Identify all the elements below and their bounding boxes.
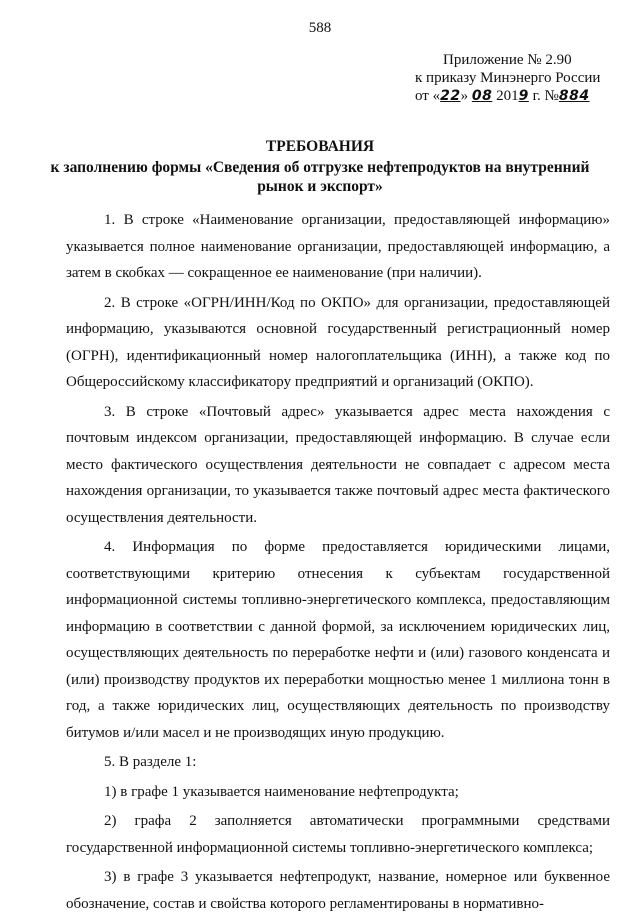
appendix-title: Приложение № 2.90 (443, 52, 572, 68)
document-title (40, 137, 600, 196)
order-number: 884 (558, 88, 590, 104)
appendix-block (415, 51, 630, 105)
date-mid1: » (460, 88, 472, 104)
paragraph: 3. В строке «Почтовый адрес» указывается адрес места нахождения с почтовым индексом организации, предоставляющей информацию. В случае если место фактического осуществления деятельности не совпадает с адресом места нахождения организации, то указывается также почтовый адрес места фактического осуществления деятельности. (66, 403, 610, 526)
document-body (66, 207, 610, 920)
date-mid2: 201 (492, 88, 519, 104)
date-year-digit: 9 (518, 88, 529, 104)
paragraph: 3) в графе 3 указывается нефтепродукт, название, номерное или буквенное обозначение, состав и свойства которого регламентированы в нормативно- (66, 869, 610, 912)
date-day: 22 (440, 88, 461, 104)
paragraph: 5. В разделе 1: (104, 754, 197, 770)
date-mid3: г. № (528, 88, 559, 104)
paragraph: 4. Информация по форме предоставляется юридическими лицами, соответствующими критерию отнесения к субъектам государственной информационной системы топливно-энергетического комплекса, предоставляющим информацию в соответствии с данной формой, за исключением юридических лиц, осуществляющих деятельность по переработке нефти и (или) газового конденсата и (или) производству продуктов их переработки мощностью менее 1 миллиона тонн в год, а также юридических лиц, осуществляющих деятельность по производству битумов и/или масел и не производящих иную продукцию. (66, 539, 610, 741)
title-heading: ТРЕБОВАНИЯ (265, 138, 375, 155)
paragraph: 1) в графе 1 указывается наименование нефтепродукта; (104, 783, 459, 800)
appendix-order-ref: к приказу Минэнерго России (415, 70, 601, 86)
paragraph: 1. В строке «Наименование организации, предоставляющей информацию» указывается полное наименование организации, предоставляющей информацию, а затем в скобках — сокращенное ее наименование (при наличии). (66, 212, 610, 281)
paragraph: 2) графа 2 заполняется автоматически программными средствами государственной информационной системы топливно-энергетического комплекса; (66, 813, 610, 856)
page-number: 588 (308, 20, 332, 36)
title-subheading: к заполнению формы «Сведения об отгрузке нефтепродуктов на внутренний рынок и экспорт» (50, 159, 590, 195)
appendix-date-line (415, 87, 630, 105)
date-month: 08 (471, 88, 493, 104)
paragraph: 2. В строке «ОГРН/ИНН/Код по ОКПО» для организации, предоставляющей информацию, указываются основной государственный регистрационный номер (ОГРН), идентификационный номер налогоплательщика (ИНН), а также код по Общероссийскому классификатору предприятий и организаций (ОКПО). (66, 294, 610, 390)
date-prefix: от « (415, 88, 441, 104)
